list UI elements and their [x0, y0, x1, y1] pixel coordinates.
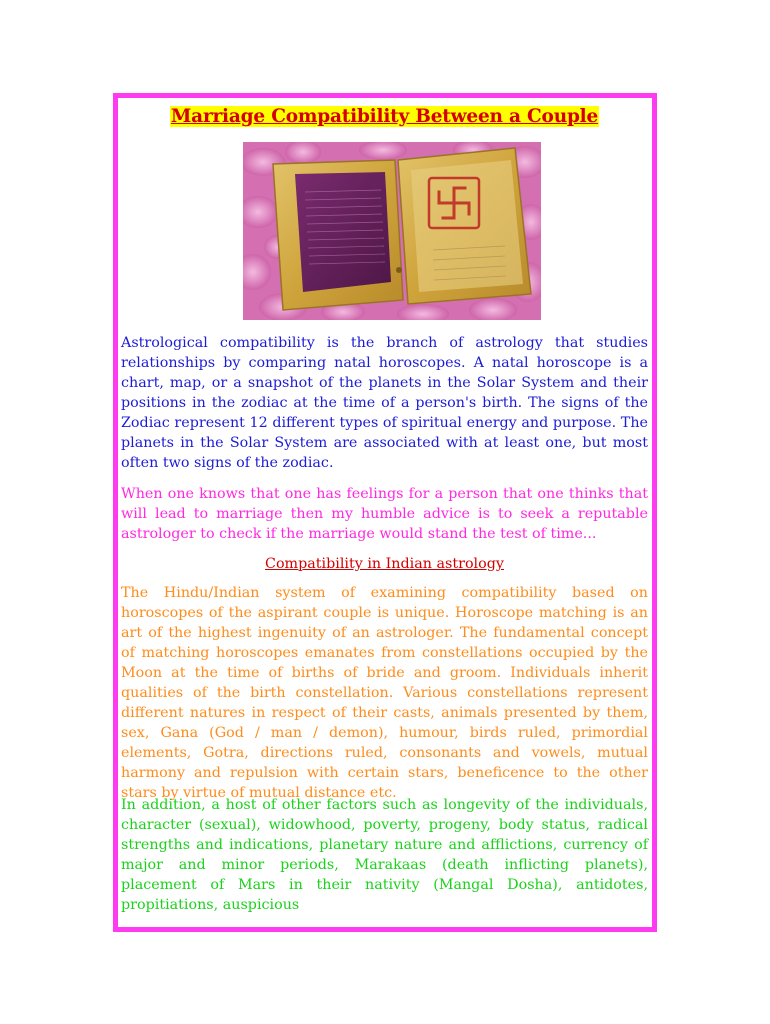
page-title — [121, 106, 648, 127]
page-content — [121, 98, 648, 927]
section-subheading: Compatibility in Indian astrology — [265, 556, 504, 572]
indian-astrology-paragraph: The Hindu/Indian system of examining compatibility based on horoscopes of the aspirant couple is unique. Horoscope matching is an art of the highest ingenuity of an astrologer. The fundamental concept of matching horoscopes emanates from constellations occupied by the Moon at the time of births of bride and groom. Individuals inherit qualities of the birth constellation. Various constellations represent different natures in respect of their casts, animals presented by them, sex, Gana (God / man / demon), humour, birds ruled, primordial elements, Gotra, directions ruled, consonants and vowels, mutual harmony and repulsion with certain stars, beneficence to the other stars by virtue of mutual distance etc. — [121, 585, 648, 801]
advice-paragraph: When one knows that one has feelings for a person that one thinks that will lead to marriage then my humble advice is to seek a reputable astrologer to check if the marriage would stand the test of time... — [121, 486, 648, 542]
factors-paragraph: In addition, a host of other factors such as longevity of the individuals, character (sexual), widowhood, poverty, progeny, body status, radical strengths and indications, planetary nature and afflictions, currency of major and minor periods, Marakaas (death inflicting planets), placement of Mars in their nativity (Mangal Dosha), antidotes, propitiations, auspicious — [121, 797, 648, 913]
swastika-book-icon — [243, 142, 541, 320]
intro-paragraph: Astrological compatibility is the branch of astrology that studies relationships by comparing natal horoscopes. A natal horoscope is a chart, map, or a snapshot of the planets in the Solar System and their positions in the zodiac at the time of a person's birth. The signs of the Zodiac represent 12 different types of spiritual energy and purpose. The planets in the Solar System are associated with at least one, but most often two signs of the zodiac. — [121, 335, 648, 471]
page-frame — [113, 93, 657, 932]
page-title-text: Marriage Compatibility Between a Couple — [170, 106, 599, 127]
